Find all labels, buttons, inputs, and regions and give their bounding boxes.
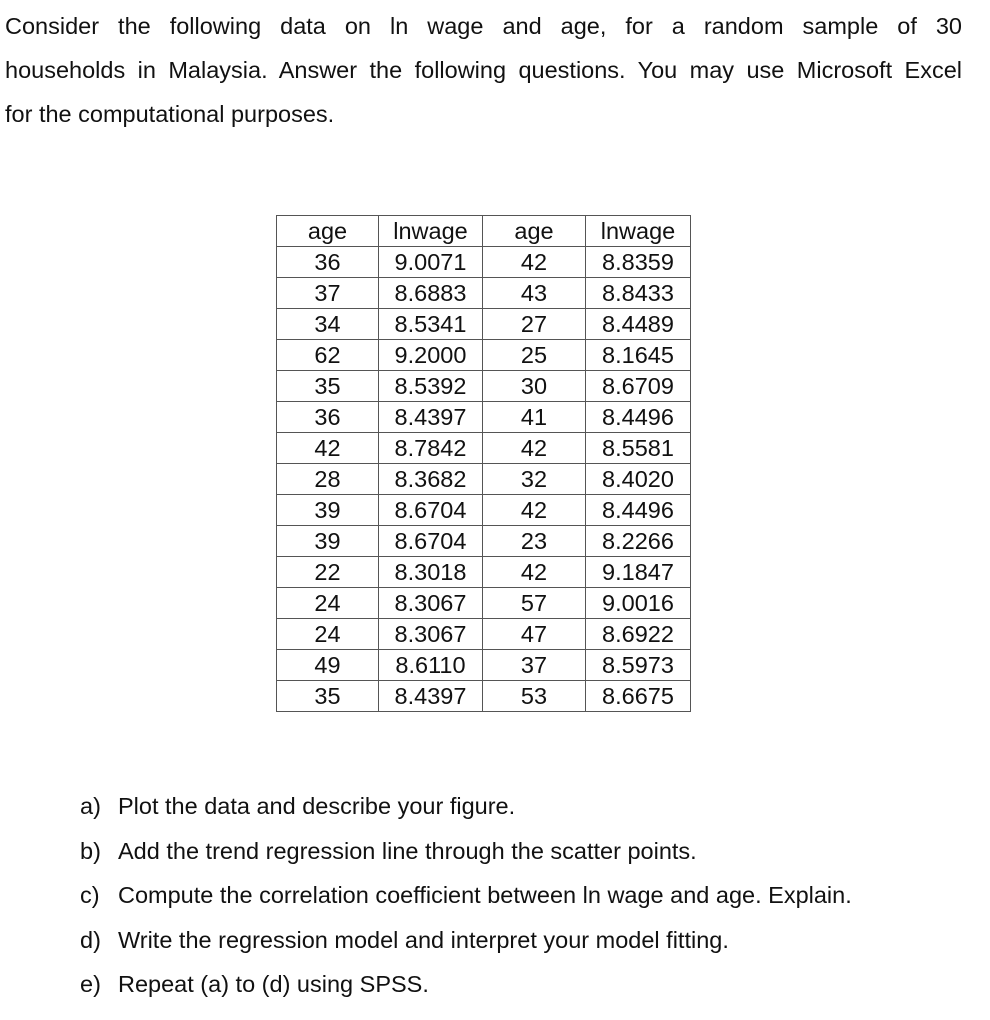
age-cell: 39 (277, 526, 379, 557)
age-cell: 37 (483, 650, 586, 681)
table-row (277, 681, 691, 712)
question-text: Write the regression model and interpret your model fitting. (118, 926, 729, 953)
age-cell: 36 (277, 402, 379, 433)
lnwage-cell: 8.6922 (586, 619, 691, 650)
header-lnwage-2: lnwage (586, 216, 691, 247)
table-row (277, 650, 691, 681)
question-item (80, 829, 852, 874)
lnwage-cell: 9.0071 (379, 247, 483, 278)
lnwage-cell: 8.3018 (379, 557, 483, 588)
age-cell: 34 (277, 309, 379, 340)
question-item (80, 962, 852, 1007)
question-marker: e) (80, 971, 101, 997)
question-text: Add the trend regression line through the scatter points. (118, 837, 697, 864)
age-cell: 25 (483, 340, 586, 371)
lnwage-cell: 8.5973 (586, 650, 691, 681)
table-row (277, 495, 691, 526)
question-text: Compute the correlation coefficient between ln wage and age. Explain. (118, 882, 852, 908)
problem-statement-line-2: households in Malaysia. Answer the following questions. You may use Microsoft Excel (5, 57, 962, 83)
lnwage-cell: 8.4397 (379, 681, 483, 712)
question-marker: b) (80, 837, 101, 864)
lnwage-cell: 9.1847 (586, 557, 691, 588)
lnwage-cell: 8.4496 (586, 495, 691, 526)
table-body (277, 247, 691, 712)
header-age-1: age (277, 216, 379, 247)
lnwage-cell: 8.3067 (379, 588, 483, 619)
lnwage-cell: 8.4397 (379, 402, 483, 433)
age-cell: 35 (277, 681, 379, 712)
lnwage-cell: 8.1645 (586, 340, 691, 371)
lnwage-cell: 9.2000 (379, 340, 483, 371)
lnwage-cell: 8.8359 (586, 247, 691, 278)
lnwage-cell: 8.4020 (586, 464, 691, 495)
lnwage-cell: 8.4496 (586, 402, 691, 433)
age-cell: 27 (483, 309, 586, 340)
question-item (80, 873, 852, 918)
age-cell: 39 (277, 495, 379, 526)
age-cell: 37 (277, 278, 379, 309)
lnwage-cell: 8.6883 (379, 278, 483, 309)
table-row (277, 309, 691, 340)
age-cell: 42 (483, 557, 586, 588)
question-item (80, 784, 852, 829)
lnwage-cell: 8.8433 (586, 278, 691, 309)
age-cell: 23 (483, 526, 586, 557)
question-marker: a) (80, 793, 101, 819)
header-age-2: age (483, 216, 586, 247)
table-row (277, 464, 691, 495)
age-cell: 28 (277, 464, 379, 495)
problem-statement-line-1: Consider the following data on ln wage and age, for a random sample of 30 (5, 13, 962, 39)
question-marker: d) (80, 926, 101, 953)
age-cell: 42 (483, 247, 586, 278)
age-cell: 24 (277, 619, 379, 650)
table-header-row (277, 216, 691, 247)
age-cell: 57 (483, 588, 586, 619)
table-row (277, 557, 691, 588)
table-row (277, 588, 691, 619)
lnwage-cell: 8.6675 (586, 681, 691, 712)
age-cell: 24 (277, 588, 379, 619)
age-cell: 36 (277, 247, 379, 278)
lnwage-cell: 8.3682 (379, 464, 483, 495)
lnwage-cell: 8.7842 (379, 433, 483, 464)
question-list (80, 784, 852, 1007)
age-cell: 62 (277, 340, 379, 371)
table-row (277, 340, 691, 371)
table-row (277, 402, 691, 433)
lnwage-cell: 8.4489 (586, 309, 691, 340)
age-cell: 41 (483, 402, 586, 433)
age-cell: 42 (483, 495, 586, 526)
lnwage-cell: 8.5581 (586, 433, 691, 464)
problem-statement (5, 4, 962, 136)
age-cell: 32 (483, 464, 586, 495)
lnwage-cell: 8.5341 (379, 309, 483, 340)
question-text: Plot the data and describe your figure. (118, 793, 516, 819)
age-cell: 22 (277, 557, 379, 588)
data-table (276, 215, 691, 712)
table-row (277, 371, 691, 402)
lnwage-cell: 8.6709 (586, 371, 691, 402)
table-row (277, 433, 691, 464)
table-row (277, 526, 691, 557)
age-cell: 30 (483, 371, 586, 402)
age-cell: 42 (277, 433, 379, 464)
age-cell: 35 (277, 371, 379, 402)
table-row (277, 247, 691, 278)
header-lnwage-1: lnwage (379, 216, 483, 247)
table-row (277, 619, 691, 650)
question-item (80, 918, 852, 963)
age-cell: 53 (483, 681, 586, 712)
question-text: Repeat (a) to (d) using SPSS. (118, 971, 429, 997)
table-row (277, 278, 691, 309)
lnwage-cell: 8.6704 (379, 526, 483, 557)
lnwage-cell: 9.0016 (586, 588, 691, 619)
age-cell: 43 (483, 278, 586, 309)
age-cell: 49 (277, 650, 379, 681)
lnwage-cell: 8.5392 (379, 371, 483, 402)
lnwage-cell: 8.6704 (379, 495, 483, 526)
lnwage-cell: 8.3067 (379, 619, 483, 650)
lnwage-cell: 8.2266 (586, 526, 691, 557)
problem-statement-line-3: for the computational purposes. (5, 101, 335, 127)
age-cell: 42 (483, 433, 586, 464)
question-marker: c) (80, 882, 100, 908)
age-cell: 47 (483, 619, 586, 650)
lnwage-cell: 8.6110 (379, 650, 483, 681)
